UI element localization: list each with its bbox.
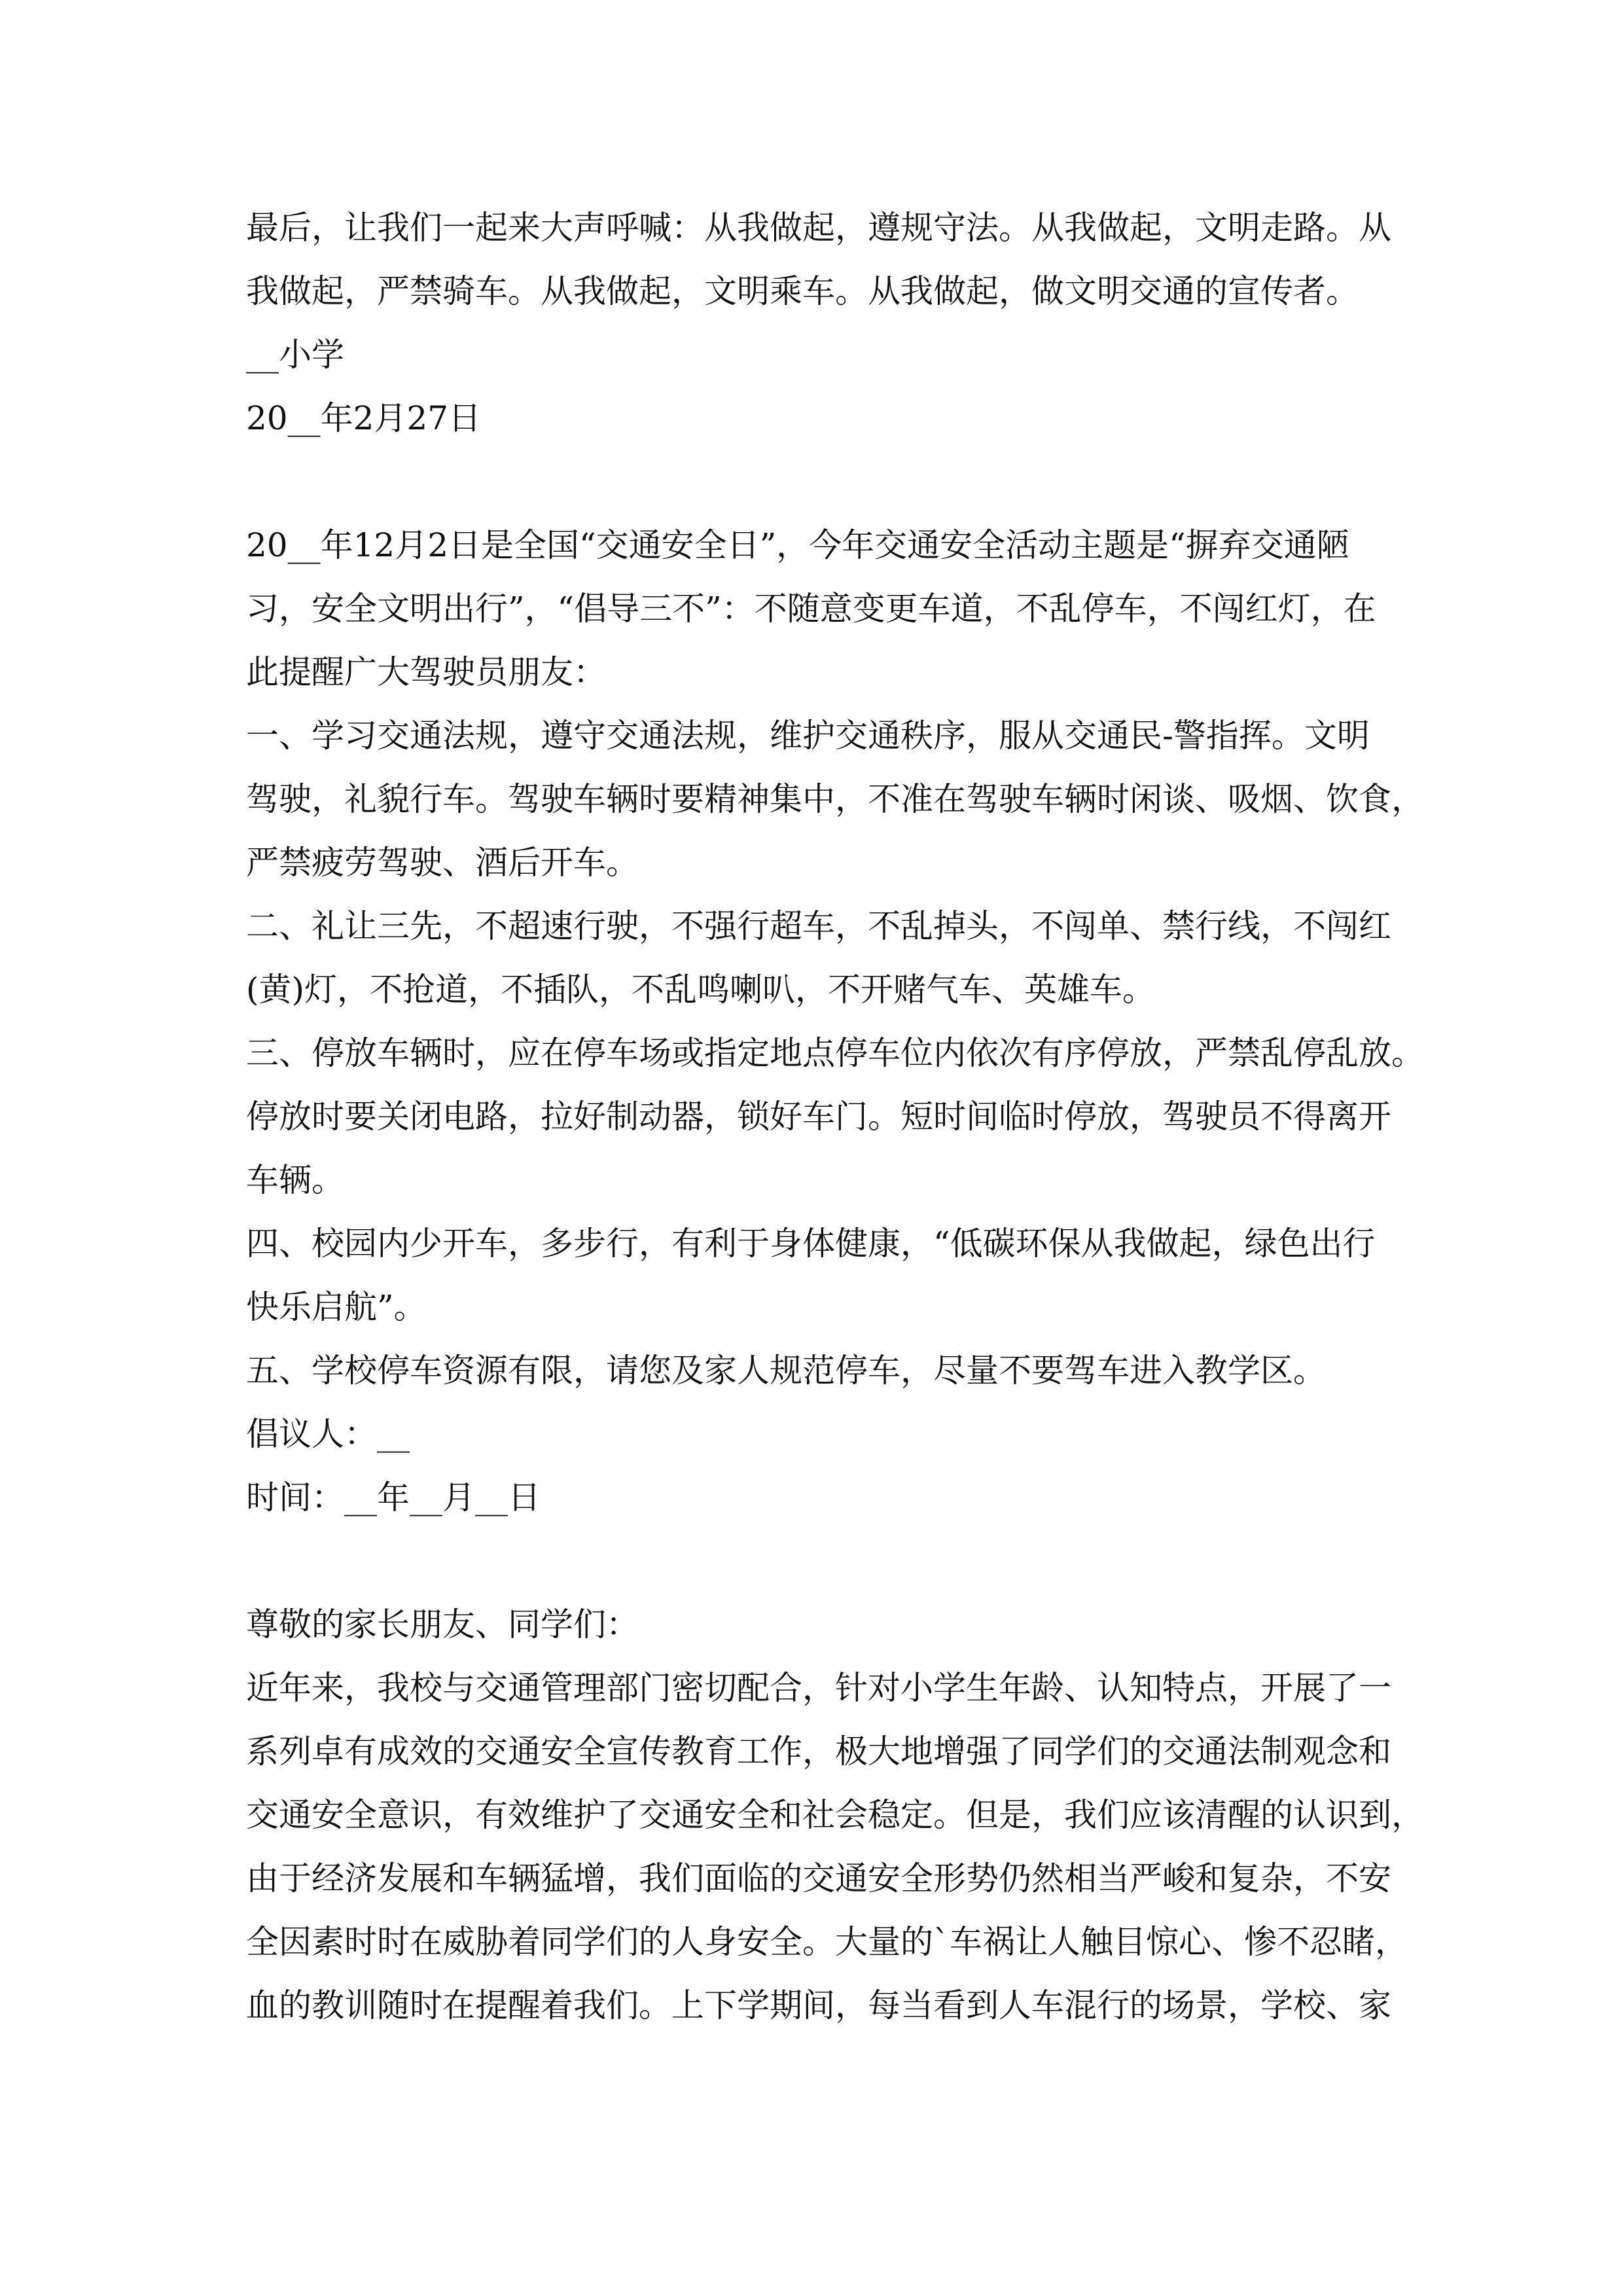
signature-school: __小学: [246, 336, 344, 374]
signature-date: 20__年2月27日: [246, 399, 482, 437]
text-line: 我做起，严禁骑车。从我做起，文明乘车。从我做起，做文明交通的宣传者。: [246, 272, 1359, 310]
text-line: 全因素时时在威胁着同学们的人身安全。大量的`车祸让人触目惊心、惨不忍睹，: [246, 1923, 1408, 1961]
closing-slogan-section: [246, 196, 1398, 450]
list-item-5: 五、学校停车资源有限，请您及家人规范停车，尽量不要驾车进入教学区。: [246, 1352, 1326, 1390]
text-line: 此提醒广大驾驶员朋友：: [246, 653, 606, 691]
traffic-safety-proposal-section: [246, 514, 1424, 1530]
text-line: 驾驶，礼貌行车。驾驶车辆时要精神集中，不准在驾驶车辆时闲谈、吸烟、饮食，: [246, 780, 1424, 818]
text-line: 血的教训随时在提醒着我们。上下学期间，每当看到人车混行的场景，学校、家: [246, 1986, 1391, 2024]
text-line: 20__年12月2日是全国“交通安全日”，今年交通安全活动主题是“摒弃交通陋: [246, 526, 1349, 564]
text-line: 习，安全文明出行”，“倡导三不”：不随意变更车道，不乱停车，不闯红灯，在: [246, 590, 1376, 628]
text-line: 交通安全意识，有效维护了交通安全和社会稳定。但是，我们应该清醒的认识到，: [246, 1796, 1424, 1834]
salutation: 尊敬的家长朋友、同学们：: [246, 1605, 639, 1643]
document-body: [246, 196, 1424, 2037]
text-line: 最后，让我们一起来大声呼喊：从我做起，遵规守法。从我做起，文明走路。从: [246, 209, 1391, 247]
text-line: 近年来，我校与交通管理部门密切配合，针对小学生年龄、认知特点，开展了一: [246, 1669, 1391, 1707]
letter-to-parents-section: [246, 1593, 1424, 2037]
list-item-4: 四、校园内少开车，多步行，有利于身体健康，“低碳环保从我做起，绿色出行: [246, 1225, 1376, 1263]
list-item-2: 二、礼让三先，不超速行驶，不强行超车，不乱掉头，不闯单、禁行线，不闯红: [246, 907, 1391, 945]
text-line: 由于经济发展和车辆猛增，我们面临的交通安全形势仍然相当严峻和复杂，不安: [246, 1859, 1391, 1897]
text-line: 车辆。: [246, 1161, 344, 1199]
list-item-3: 三、停放车辆时，应在停车场或指定地点停车位内依次有序停放，严禁乱停乱放。: [246, 1034, 1424, 1072]
text-line: (黄)灯，不抢道，不插队，不乱鸣喇叭，不开赌气车、英雄车。: [246, 971, 1156, 1009]
text-line: 严禁疲劳驾驶、酒后开车。: [246, 844, 639, 882]
text-line: 快乐启航”。: [246, 1288, 427, 1326]
text-line: 系列卓有成效的交通安全宣传教育工作，极大地增强了同学们的交通法制观念和: [246, 1732, 1391, 1770]
proposer-line: 倡议人：__: [246, 1415, 410, 1453]
list-item-1: 一、学习交通法规，遵守交通法规，维护交通秩序，服从交通民-警指挥。文明: [246, 717, 1370, 755]
text-line: 停放时要关闭电路，拉好制动器，锁好车门。短时间临时停放，驾驶员不得离开: [246, 1098, 1391, 1136]
date-line: 时间：__年__月__日: [246, 1479, 541, 1516]
